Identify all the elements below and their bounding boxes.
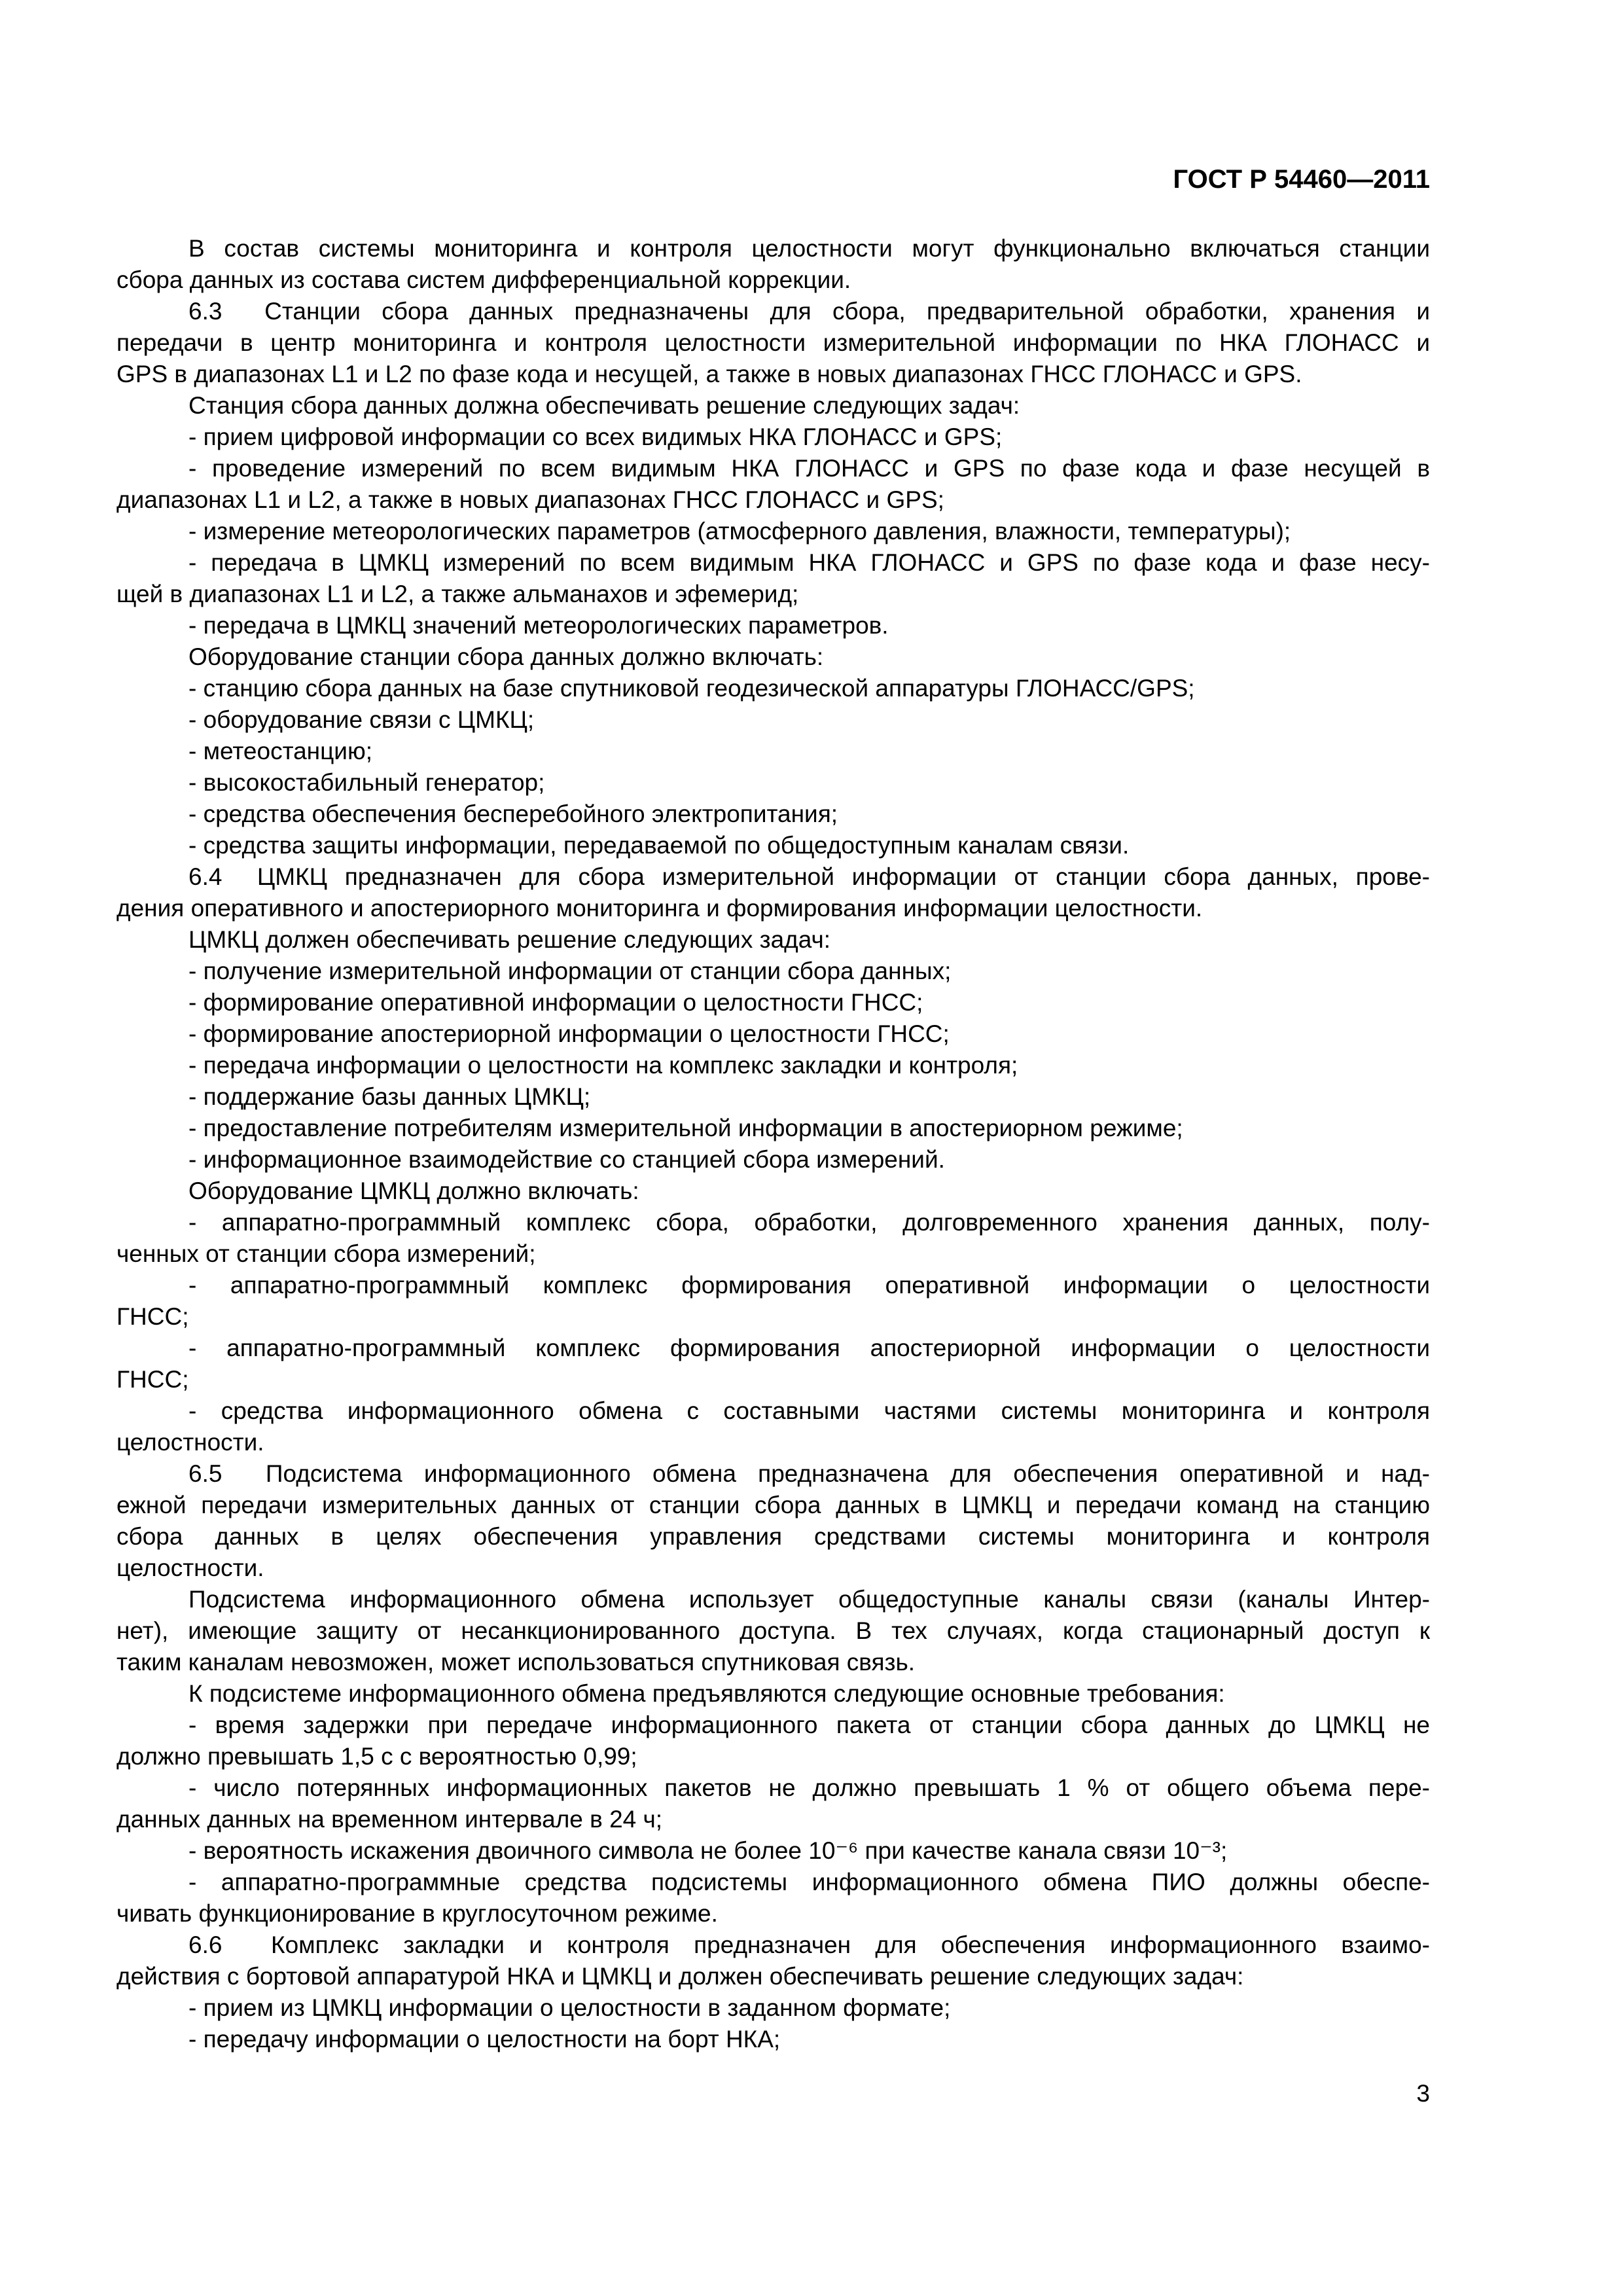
paragraph [116,1207,1430,1270]
text-line: - аппаратно-программный комплекс формирования апостериорной информации о целостности [188,1335,1430,1361]
text-line: 6.5 Подсистема информационного обмена предназначена для обеспечения оперативной и над- [188,1460,1430,1487]
paragraph [116,422,1430,453]
paragraph [116,1081,1430,1113]
paragraph [116,924,1430,956]
paragraph [116,390,1430,422]
text-line: ГНСС; [116,1303,189,1330]
text-line: - станцию сбора данных на базе спутниковой геодезической аппаратуры ГЛОНАСС/GPS; [188,675,1195,702]
text-line: - метеостанцию; [188,738,373,764]
text-line: целостности. [116,1429,264,1456]
paragraph [116,1395,1430,1458]
text-line: должно превышать 1,5 с с вероятностью 0,99; [116,1743,637,1770]
text-line: данных данных на временном интервале в 24 ч; [116,1806,663,1833]
paragraph [116,1772,1430,1835]
paragraph [116,1050,1430,1081]
paragraph [116,861,1430,924]
text-line: - поддержание базы данных ЦМКЦ; [188,1083,591,1110]
text-line: - передача информации о целостности на комплекс закладки и контроля; [188,1052,1018,1079]
text-line: - предоставление потребителям измерительной информации в апостериорном режиме; [188,1115,1183,1141]
page-number: 3 [1416,2080,1430,2107]
text-line: Подсистема информационного обмена использует общедоступные каналы связи (каналы Интер- [188,1586,1430,1613]
paragraph [116,767,1430,798]
text-line: сбора данных в целях обеспечения управления средствами системы мониторинга и контроля [116,1523,1430,1550]
text-line: дения оперативного и апостериорного мониторинга и формирования информации целостности. [116,895,1203,922]
text-line: - средства обеспечения бесперебойного электропитания; [188,800,838,827]
text-line: - аппаратно-программный комплекс формирования оперативной информации о целостности [188,1272,1430,1299]
text-line: - формирование оперативной информации о целостности ГНСС; [188,989,923,1016]
document-body [116,233,1430,2055]
paragraph [116,1018,1430,1050]
text-line: - передачу информации о целостности на борт НКА; [188,2026,781,2053]
text-line: щей в диапазонах L1 и L2, а также альманахов и эфемерид; [116,581,799,607]
paragraph [116,704,1430,736]
paragraph [116,296,1430,390]
text-line: - число потерянных информационных пакетов не должно превышать 1 % от общего объема пере- [188,1774,1430,1801]
paragraph [116,1458,1430,1584]
text-line: ченных от станции сбора измерений; [116,1240,536,1267]
text-line: чивать функционирование в круглосуточном режиме. [116,1900,718,1927]
text-line: - передача в ЦМКЦ измерений по всем видимым НКА ГЛОНАСС и GPS по фазе кода и фазе несу- [188,549,1430,576]
text-line: 6.3 Станции сбора данных предназначены для сбора, предварительной обработки, хранения и [188,298,1430,325]
text-line: - высокостабильный генератор; [188,769,545,796]
paragraph [116,453,1430,516]
text-line: - аппаратно-программные средства подсистемы информационного обмена ПИО должны обеспе- [188,1869,1430,1895]
paragraph [116,673,1430,704]
paragraph [116,987,1430,1018]
text-line: - информационное взаимодействие со станцией сбора измерений. [188,1146,945,1173]
text-line: - прием из ЦМКЦ информации о целостности в заданном формате; [188,1994,951,2021]
text-line: действия с бортовой аппаратурой НКА и ЦМКЦ и должен обеспечивать решение следующих задач: [116,1963,1244,1990]
text-line: - средства информационного обмена с составными частями системы мониторинга и контроля [188,1397,1430,1424]
paragraph [116,547,1430,610]
text-line: GPS в диапазонах L1 и L2 по фазе кода и несущей, а также в новых диапазонах ГНСС ГЛОНАСС и GPS. [116,361,1302,387]
text-line: - аппаратно-программный комплекс сбора, обработки, долговременного хранения данных, полу- [188,1209,1430,1236]
text-line: - средства защиты информации, передаваемой по общедоступным каналам связи. [188,832,1130,859]
paragraph [116,956,1430,987]
text-line: В состав системы мониторинга и контроля целостности могут функционально включаться станции [188,235,1430,262]
text-line: - проведение измерений по всем видимым НКА ГЛОНАСС и GPS по фазе кода и фазе несущей в [188,455,1430,482]
text-line: диапазонах L1 и L2, а также в новых диапазонах ГНСС ГЛОНАСС и GPS; [116,486,944,513]
paragraph [116,516,1430,547]
paragraph [116,736,1430,767]
text-line: таким каналам невозможен, может использоваться спутниковая связь. [116,1649,916,1676]
text-line: Оборудование ЦМКЦ должно включать: [188,1177,639,1204]
text-line: - измерение метеорологических параметров (атмосферного давления, влажности, температуры); [188,518,1291,545]
paragraph [116,1835,1430,1867]
paragraph [116,1270,1430,1333]
paragraph [116,1144,1430,1175]
text-line: К подсистеме информационного обмена предъявляются следующие основные требования: [188,1680,1225,1707]
text-line: - прием цифровой информации со всех видимых НКА ГЛОНАСС и GPS; [188,423,1003,450]
paragraph [116,641,1430,673]
paragraph [116,830,1430,861]
paragraph [116,1333,1430,1395]
paragraph [116,1929,1430,1992]
paragraph [116,798,1430,830]
text-line: 6.6 Комплекс закладки и контроля предназначен для обеспечения информационного взаимо- [188,1931,1430,1958]
text-line: - оборудование связи с ЦМКЦ; [188,706,535,733]
text-line: - передача в ЦМКЦ значений метеорологических параметров. [188,612,889,639]
text-line: ГНСС; [116,1366,189,1393]
paragraph [116,610,1430,641]
paragraph [116,1710,1430,1772]
running-header: ГОСТ Р 54460—2011 [1173,165,1430,194]
text-line: целостности. [116,1554,264,1581]
text-line: передачи в центр мониторинга и контроля целостности измерительной информации по НКА ГЛОНАСС и [116,329,1430,356]
text-line: сбора данных из состава систем дифференциальной коррекции. [116,266,851,293]
paragraph [116,233,1430,296]
text-line: нет), имеющие защиту от несанкционированного доступа. В тех случаях, когда стационарный доступ к [116,1617,1430,1644]
text-line: - время задержки при передаче информационного пакета от станции сбора данных до ЦМКЦ не [188,1712,1430,1738]
text-line: ЦМКЦ должен обеспечивать решение следующих задач: [188,926,831,953]
text-line: Станция сбора данных должна обеспечивать решение следующих задач: [188,392,1020,419]
paragraph [116,1113,1430,1144]
text-line: Оборудование станции сбора данных должно включать: [188,643,824,670]
paragraph [116,2024,1430,2055]
paragraph [116,1867,1430,1929]
paragraph [116,1175,1430,1207]
paragraph [116,1584,1430,1678]
text-line: - получение измерительной информации от станции сбора данных; [188,958,952,984]
paragraph [116,1678,1430,1710]
text-line: 6.4 ЦМКЦ предназначен для сбора измерительной информации от станции сбора данных, прове- [188,863,1430,890]
text-line: - формирование апостериорной информации о целостности ГНСС; [188,1020,950,1047]
text-line: ежной передачи измерительных данных от станции сбора данных в ЦМКЦ и передачи команд на станцию [116,1492,1430,1518]
paragraph [116,1992,1430,2024]
text-line: - вероятность искажения двоичного символа не более 10⁻⁶ при качестве канала связи 10⁻³; [188,1837,1228,1864]
